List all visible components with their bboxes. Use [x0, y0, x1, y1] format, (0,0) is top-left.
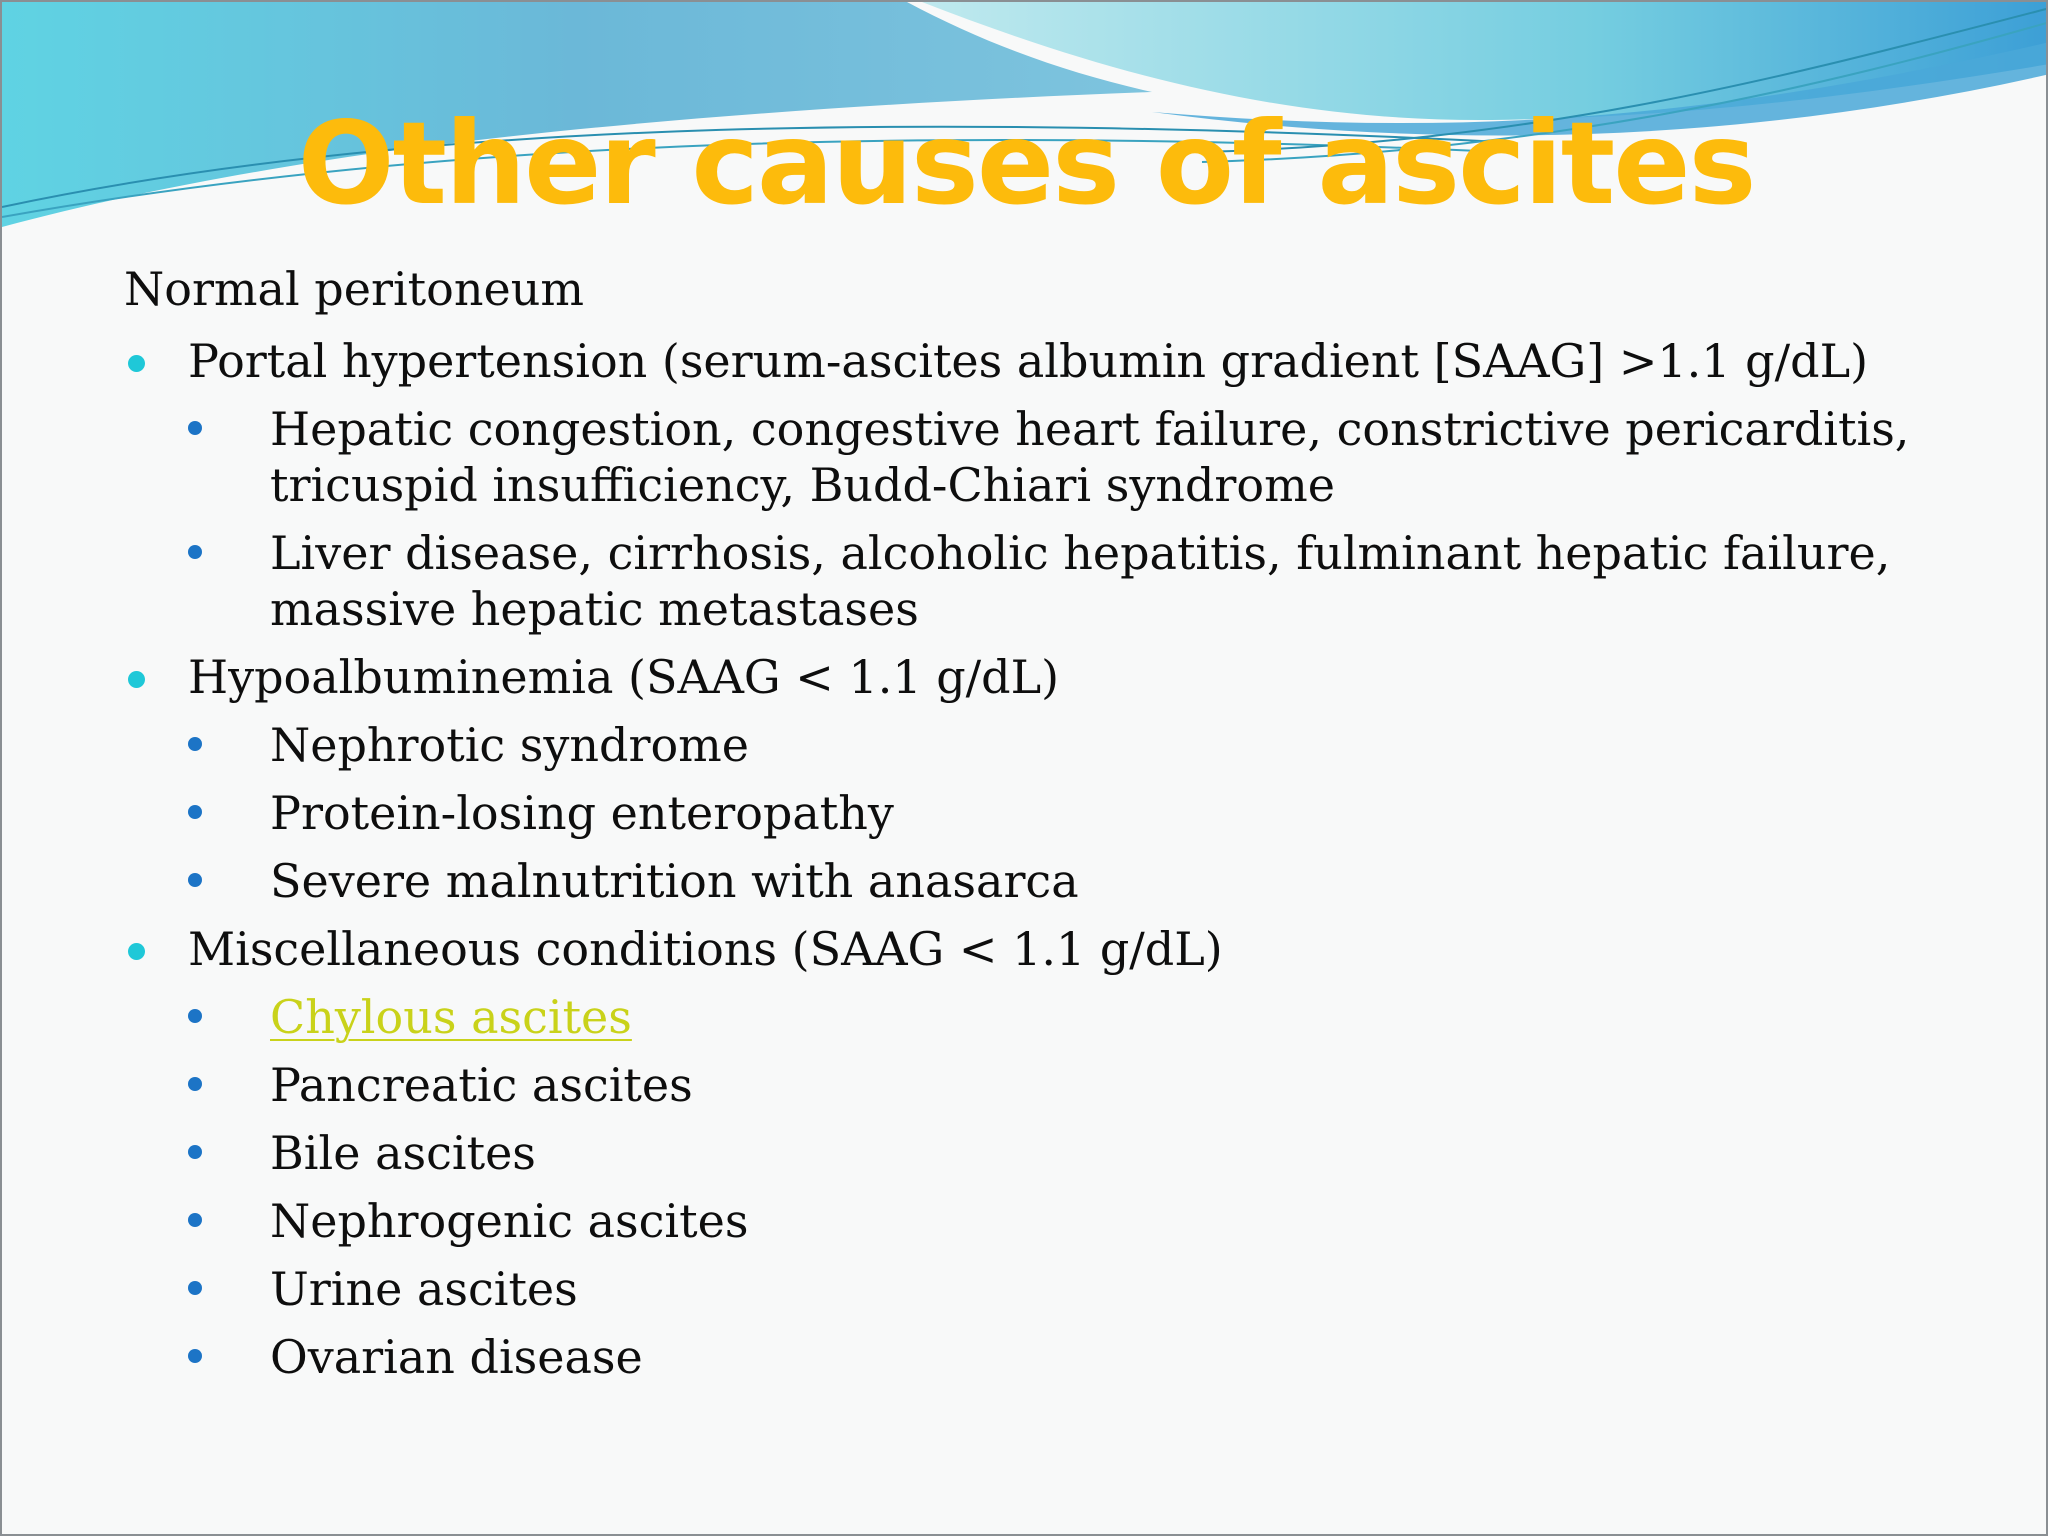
- cyan-bullet-icon: [128, 671, 145, 688]
- list-item: [188, 782, 1944, 844]
- blue-bullet-icon: [188, 1213, 202, 1227]
- blue-bullet-icon: [188, 1077, 202, 1091]
- list-item-text: Severe malnutrition with anasarca: [270, 854, 1079, 908]
- list-item-text-continued: tricuspid insufficiency, Budd-Chiari syndrome: [270, 458, 1335, 512]
- list-item-text: Protein-losing enteropathy: [270, 786, 894, 840]
- list-item-text: Ovarian disease: [270, 1330, 643, 1384]
- blue-bullet-icon: [188, 545, 202, 559]
- list-item: [188, 1326, 1944, 1388]
- list-item-text: Urine ascites: [270, 1262, 578, 1316]
- blue-bullet-icon: [188, 1009, 202, 1023]
- list-item: [188, 986, 1944, 1048]
- sub-list: [188, 986, 1944, 1388]
- list-item: [188, 714, 1944, 776]
- list-item: [188, 1054, 1944, 1116]
- list-item: [188, 1122, 1944, 1184]
- list-item-text: Bile ascites: [270, 1126, 536, 1180]
- slide-title: Other causes of ascites: [297, 97, 1755, 230]
- list-item-text: Pancreatic ascites: [270, 1058, 693, 1112]
- list-item-text: Nephrotic syndrome: [270, 718, 750, 772]
- section-heading: Hypoalbuminemia (SAAG < 1.1 g/dL): [188, 650, 1060, 704]
- list-item-text: Nephrogenic ascites: [270, 1194, 749, 1248]
- list-item: [188, 1258, 1944, 1320]
- list-item-text: Hepatic congestion, congestive heart failure, constrictive pericarditis,: [270, 402, 1910, 456]
- blue-bullet-icon: [188, 1145, 202, 1159]
- list-item-text-continued: massive hepatic metastases: [270, 582, 919, 636]
- blue-bullet-icon: [188, 873, 202, 887]
- blue-bullet-icon: [188, 737, 202, 751]
- chylous-ascites-link[interactable]: Chylous ascites: [270, 990, 632, 1044]
- sub-list: [188, 398, 1944, 640]
- section-heading: Miscellaneous conditions (SAAG < 1.1 g/dL): [188, 922, 1223, 976]
- list-item: [188, 398, 1944, 516]
- cyan-bullet-icon: [128, 355, 145, 372]
- list-item-text: Liver disease, cirrhosis, alcoholic hepatitis, fulminant hepatic failure,: [270, 526, 1891, 580]
- list-item-text-wrapper: [270, 986, 1944, 1048]
- section-portal-hypertension: [124, 330, 1944, 640]
- list-item: [188, 522, 1944, 640]
- blue-bullet-icon: [188, 1281, 202, 1295]
- list-item: [188, 1190, 1944, 1252]
- slide-content: [124, 258, 1944, 1388]
- list-item: [188, 850, 1944, 912]
- blue-bullet-icon: [188, 1349, 202, 1363]
- section-miscellaneous: [124, 918, 1944, 1388]
- section-hypoalbuminemia: [124, 646, 1944, 912]
- section-heading: Portal hypertension (serum-ascites albumin gradient [SAAG] >1.1 g/dL): [188, 334, 1869, 388]
- sub-list: [188, 714, 1944, 912]
- blue-bullet-icon: [188, 421, 202, 435]
- blue-bullet-icon: [188, 805, 202, 819]
- intro-text: Normal peritoneum: [124, 262, 584, 316]
- cause-list: [124, 330, 1944, 1388]
- cyan-bullet-icon: [128, 943, 145, 960]
